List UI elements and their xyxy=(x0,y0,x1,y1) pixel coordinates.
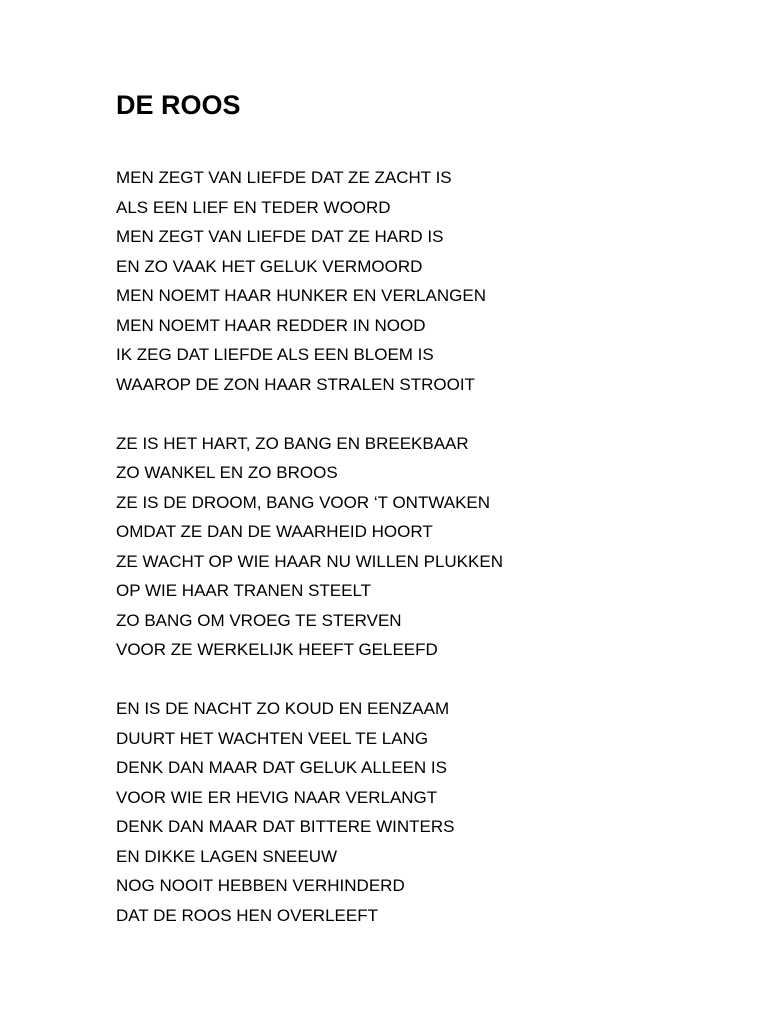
poem-line: MEN ZEGT VAN LIEFDE DAT ZE HARD IS xyxy=(116,227,444,246)
stanza-2 xyxy=(116,429,503,665)
poem-line: EN IS DE NACHT ZO KOUD EN EENZAAM xyxy=(116,699,450,718)
poem-line: MEN NOEMT HAAR REDDER IN NOOD xyxy=(116,315,426,335)
poem-line: OP WIE HAAR TRANEN STEELT xyxy=(116,581,372,600)
poem-line: ALS EEN LIEF EN TEDER WOORD xyxy=(116,197,391,217)
poem-line: DUURT HET WACHTEN VEEL TE LANG xyxy=(116,728,429,748)
poem-line: ZE IS HET HART, ZO BANG EN BREEKBAAR xyxy=(116,433,469,453)
poem-line: WAAROP DE ZON HAAR STRALEN STROOIT xyxy=(116,374,475,394)
poem-line: VOOR ZE WERKELIJK HEEFT GELEEFD xyxy=(116,640,438,659)
poem-line: NOG NOOIT HEBBEN VERHINDERD xyxy=(116,876,405,895)
poem-line: ZE WACHT OP WIE HAAR NU WILLEN PLUKKEN xyxy=(116,551,503,571)
poem-line: ZO BANG OM VROEG TE STERVEN xyxy=(116,610,402,630)
poem-line: DENK DAN MAAR DAT BITTERE WINTERS xyxy=(116,817,455,836)
poem-line: DAT DE ROOS HEN OVERLEEFT xyxy=(116,905,378,925)
poem-line: MEN NOEMT HAAR HUNKER EN VERLANGEN xyxy=(116,286,486,305)
poem-line: MEN ZEGT VAN LIEFDE DAT ZE ZACHT IS xyxy=(116,168,452,187)
poem-line: EN ZO VAAK HET GELUK VERMOORD xyxy=(116,256,423,276)
poem-line: ZO WANKEL EN ZO BROOS xyxy=(116,463,338,482)
stanza-3 xyxy=(116,694,503,930)
poem-line: DENK DAN MAAR DAT GELUK ALLEEN IS xyxy=(116,758,447,777)
poem-line: VOOR WIE ER HEVIG NAAR VERLANGT xyxy=(116,787,438,807)
stanza-1 xyxy=(116,163,503,399)
poem-line: IK ZEG DAT LIEFDE ALS EEN BLOEM IS xyxy=(116,345,434,364)
poem-line: ZE IS DE DROOM, BANG VOOR ‘T ONTWAKEN xyxy=(116,492,491,512)
poem-body xyxy=(116,163,503,960)
poem-line: EN DIKKE LAGEN SNEEUW xyxy=(116,846,338,866)
poem-title: DE ROOS xyxy=(116,90,241,120)
poem-line: OMDAT ZE DAN DE WAARHEID HOORT xyxy=(116,522,433,541)
